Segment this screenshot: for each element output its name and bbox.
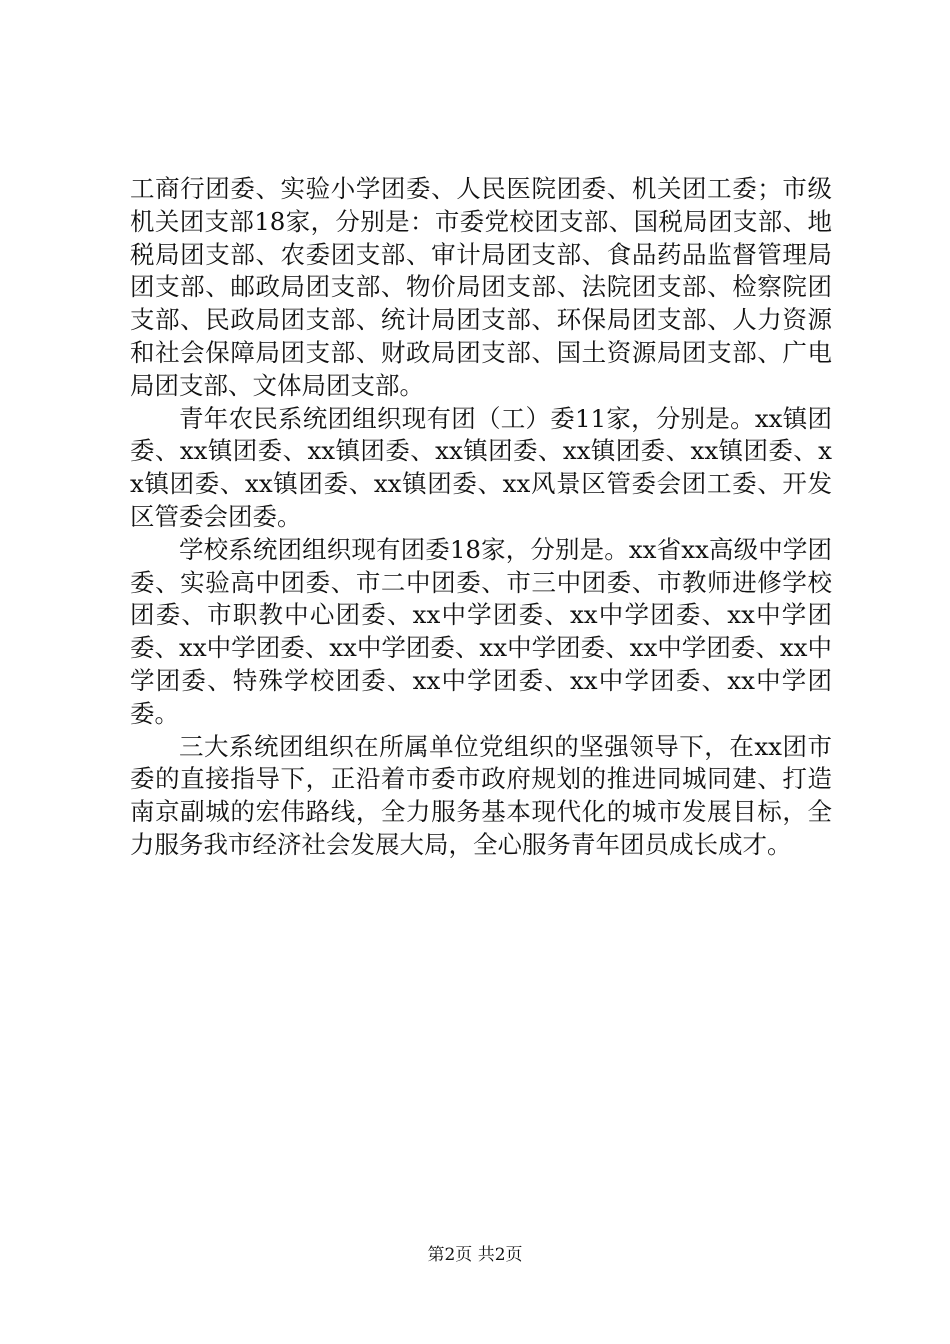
paragraph-school-system: 学校系统团组织现有团委18家，分别是。xx省xx高级中学团委、实验高中团委、市二中团委、市三中团委、市教师进修学校团委、市职教中心团委、xx中学团委、xx中学团委、xx中学团委、xx中学团委、xx中学团委、xx中学团委、xx中学团委、xx中学团委、特殊学校团委、xx中学团委、xx中学团委、xx中学团委。: [130, 534, 832, 728]
paragraph-rural-youth: 青年农民系统团组织现有团（工）委11家，分别是。xx镇团委、xx镇团委、xx镇团委、xx镇团委、xx镇团委、xx镇团委、xx镇团委、xx镇团委、xx镇团委、xx风景区管委会团工委、开发区管委会团委。: [130, 403, 832, 531]
document-body: [130, 173, 832, 862]
page-number-footer: 第2页 共2页: [427, 1245, 523, 1265]
paragraph-municipal-branches: 工商行团委、实验小学团委、人民医院团委、机关团工委；市级机关团支部18家，分别是：市委党校团支部、国税局团支部、地税局团支部、农委团支部、审计局团支部、食品药品监督管理局团支部、邮政局团支部、物价局团支部、法院团支部、检察院团支部、民政局团支部、统计局团支部、环保局团支部、人力资源和社会保障局团支部、财政局团支部、国土资源局团支部、广电局团支部、文体局团支部。: [130, 174, 832, 400]
paragraph-summary: 三大系统团组织在所属单位党组织的坚强领导下，在xx团市委的直接指导下，正沿着市委市政府规划的推进同城同建、打造南京副城的宏伟路线，全力服务基本现代化的城市发展目标，全力服务我市经济社会发展大局，全心服务青年团员成长成才。: [130, 731, 832, 859]
